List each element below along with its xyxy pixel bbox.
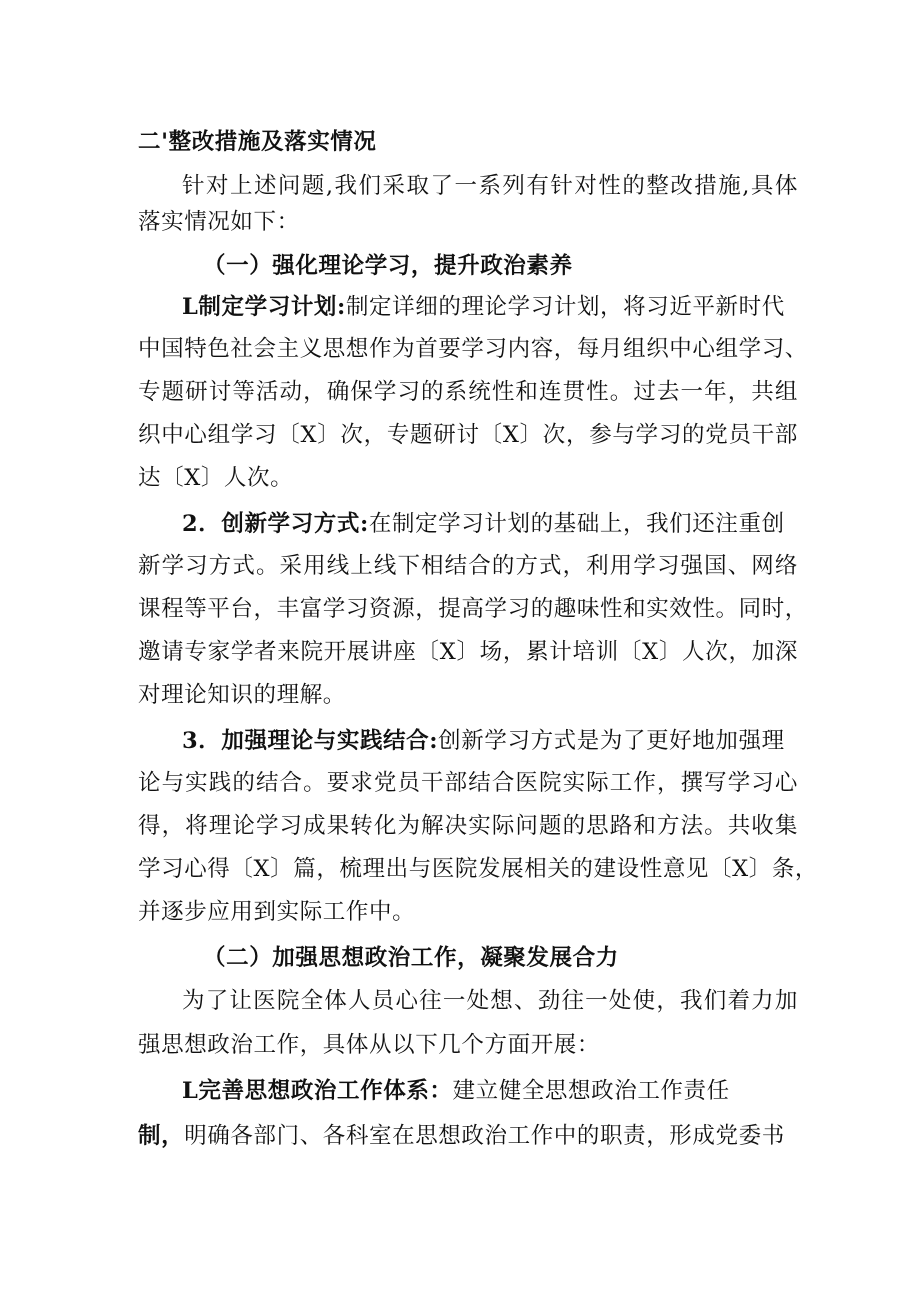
p2-line-4: 邀请专家学者来院开展讲座〔X〕场，累计培训〔X〕人次，加深 (138, 639, 798, 665)
p1-line-4: 织中心组学习〔X〕次，专题研讨〔X〕次，参与学习的党员干部 (138, 422, 798, 448)
p1-line-1 (182, 292, 842, 322)
p3-line-4: 学习心得〔X〕篇，梳理出与医院发展相关的建设性意见〔X〕条， (138, 856, 819, 882)
p1-lead: L制定学习计划: (182, 294, 346, 320)
p1-line-2: 中国特色社会主义思想作为首要学习内容，每月组织中心组学习、 (138, 336, 808, 362)
p1-first: 制定详细的理论学习计划，将习近平新时代 (345, 294, 785, 320)
p5-line-1 (182, 1076, 842, 1106)
p3-first: 创新学习方式是为了更好地加强理 (438, 728, 785, 754)
p4-line-1: 为了让医院全体人员心往一处想、劲往一处使，我们着力加 (182, 988, 798, 1014)
p1-line-5: 达〔X〕人次。 (138, 465, 294, 491)
p3-line-1 (182, 726, 842, 756)
p2-line-1 (182, 509, 842, 539)
p4-line-2: 强思想政治工作，具体从以下几个方面开展： (138, 1032, 601, 1058)
subsection-title-2: （二）加强思想政治工作，凝聚发展合力 (203, 945, 619, 971)
p1-line-3: 专题研讨等活动，确保学习的系统性和连贯性。过去一年，共组 (138, 379, 798, 405)
p3-line-2: 论与实践的结合。要求党员干部结合医院实际工作，撰写学习心 (138, 770, 798, 796)
p5-first: 建立健全思想政治工作责任 (452, 1078, 730, 1104)
p2-line-5: 对理论知识的理解。 (138, 682, 346, 708)
p5-lead: L完善思想政治工作体系： (182, 1078, 453, 1104)
p2-line-2: 新学习方式。采用线上线下相结合的方式，利用学习强国、网络 (138, 553, 798, 579)
p3-lead: 3．加强理论与实践结合: (182, 728, 439, 754)
section-title: 二'整改措施及落实情况 (138, 129, 377, 155)
intro-line-1: 针对上述问题,我们采取了一系列有针对性的整改措施,具体 (182, 173, 798, 199)
p3-line-3: 得，将理论学习成果转化为解决实际问题的思路和方法。共收集 (138, 813, 798, 839)
intro-line-2: 落实情况如下： (138, 209, 300, 235)
p5-second: 明确各部门、各科室在思想政治工作中的职责，形成党委书 (184, 1123, 785, 1149)
p5-lead-2: 制， (138, 1123, 185, 1149)
p2-line-3: 课程等平台，丰富学习资源，提高学习的趣味性和实效性。同时， (138, 596, 808, 622)
p3-line-5: 并逐步应用到实际工作中。 (138, 899, 416, 925)
subsection-title-1: （一）强化理论学习，提升政治素养 (203, 253, 573, 279)
p2-first: 在制定学习计划的基础上，我们还注重创 (368, 511, 785, 537)
p2-lead: 2．创新学习方式: (182, 511, 369, 537)
p5-line-2 (138, 1121, 798, 1151)
